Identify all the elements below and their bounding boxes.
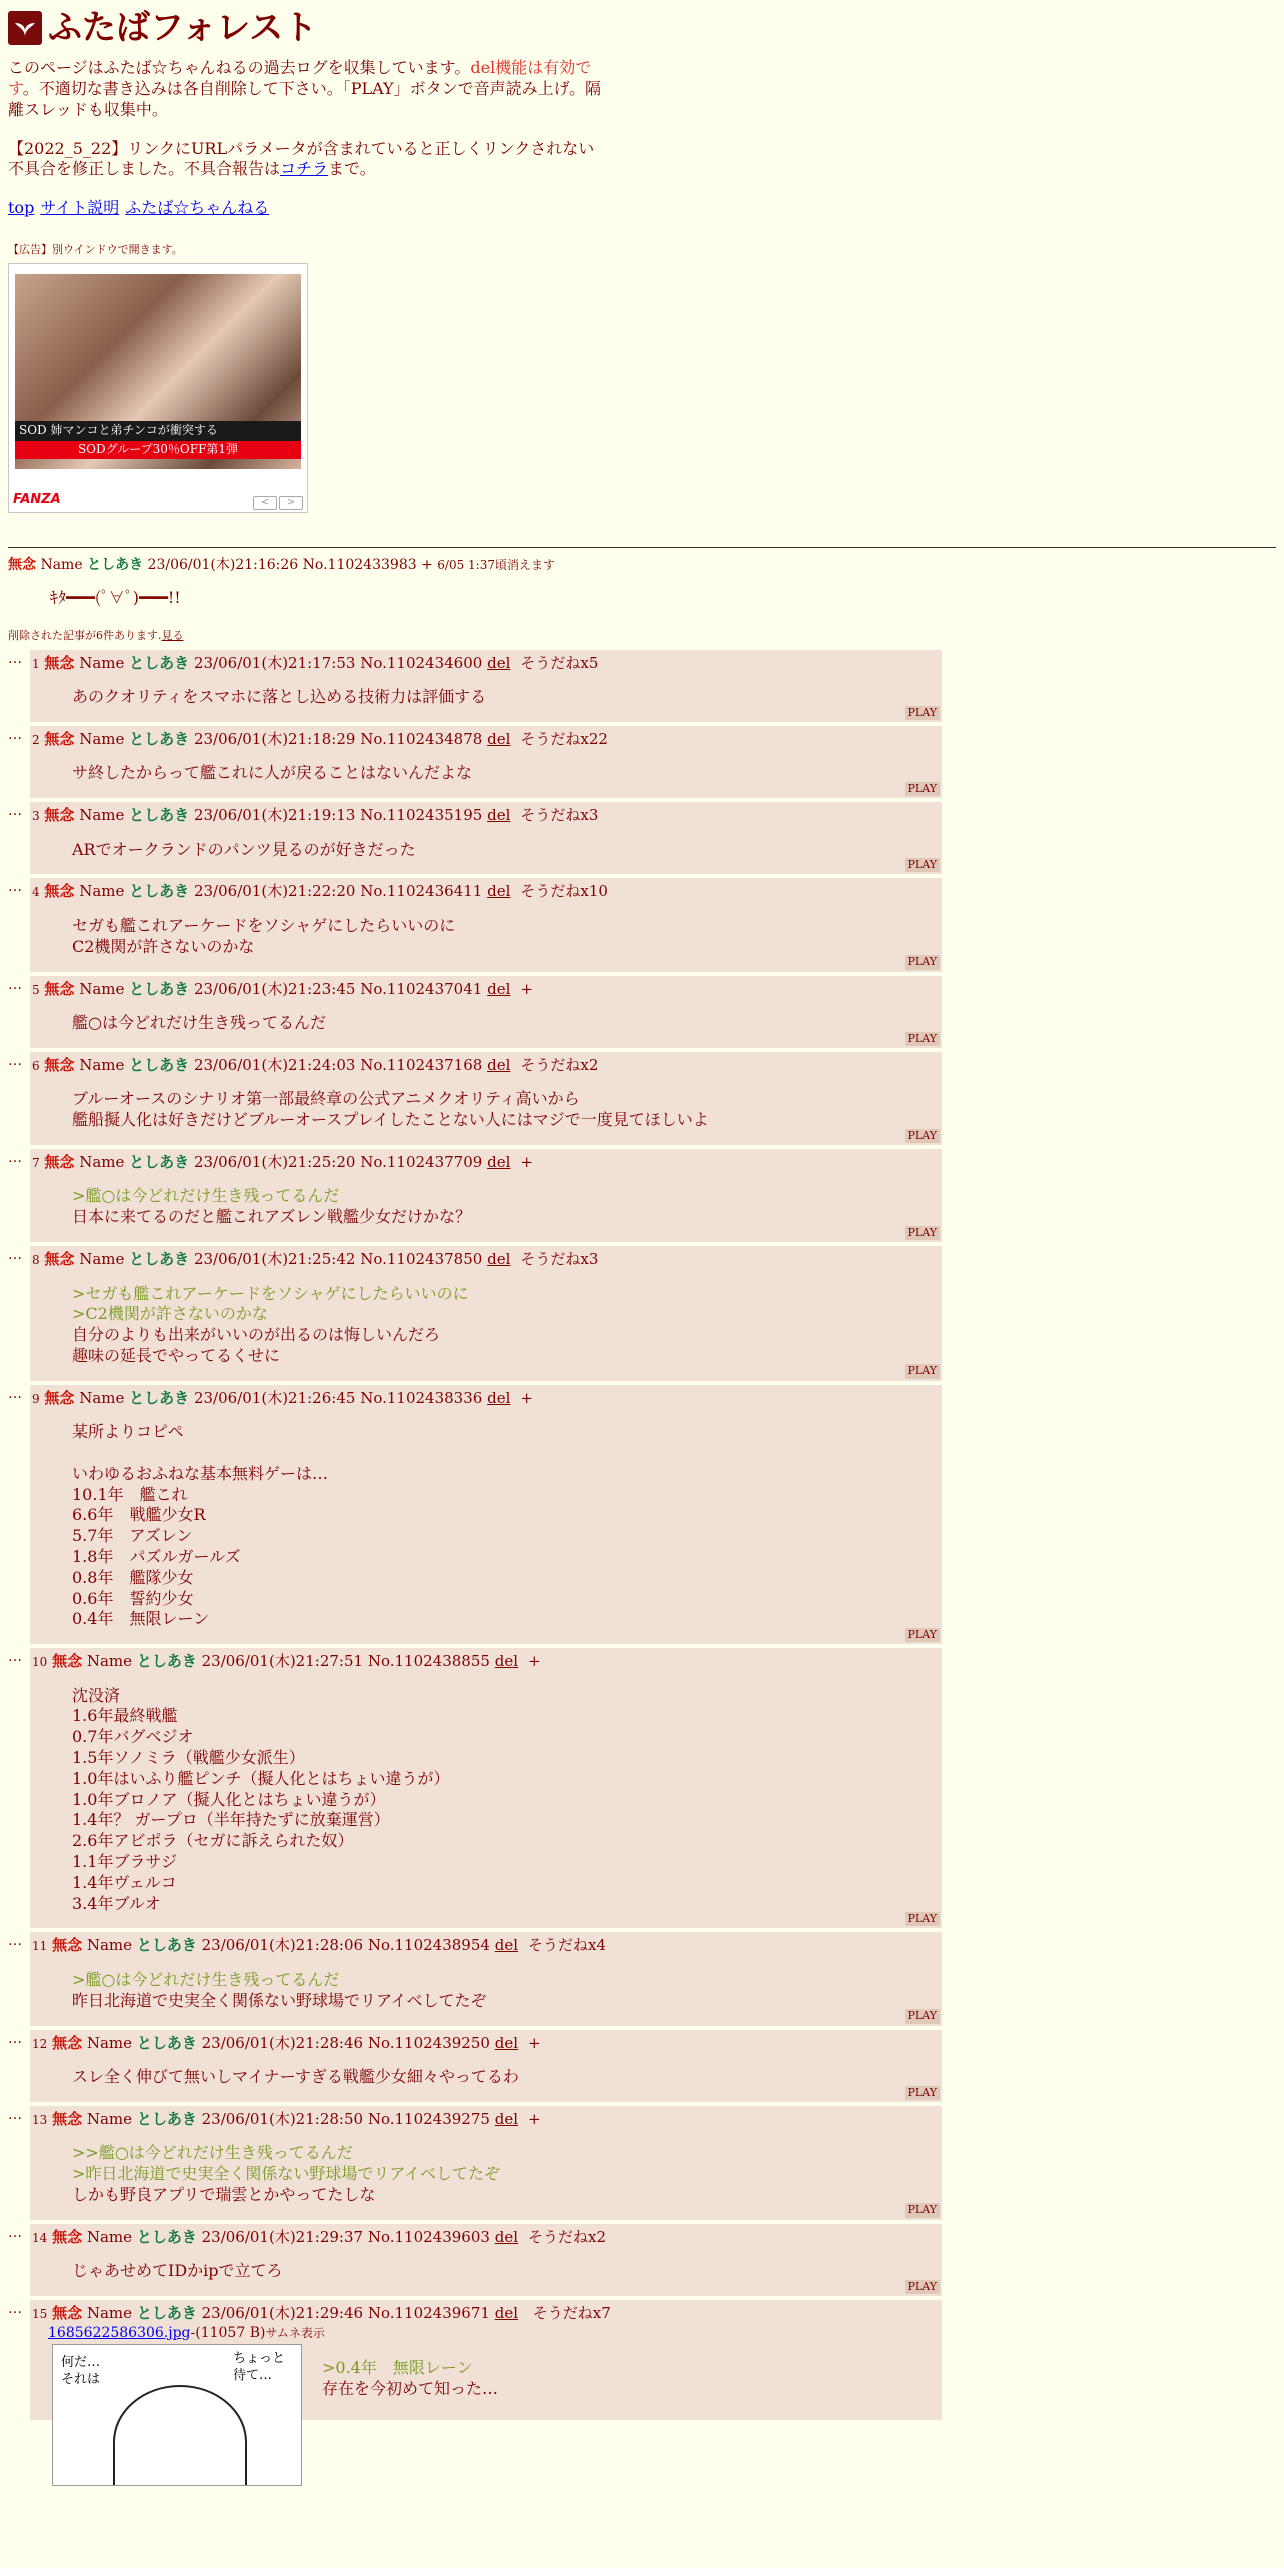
reply-name: としあき — [136, 2227, 197, 2246]
reply-subject: 無念 — [52, 2033, 83, 2052]
reply-datetime: 23/06/01(木)21:17:53 — [193, 653, 356, 672]
report-link[interactable]: コチラ — [280, 159, 329, 179]
reply-row — [8, 878, 1276, 971]
reply-row — [8, 1648, 1276, 1928]
thumbnail-image[interactable] — [52, 2344, 302, 2486]
reply-marker: … — [8, 650, 22, 667]
ad-note: 【広告】別ウインドウで開きます。 — [8, 242, 183, 256]
op-body: ｷﾀ━━━(ﾟ∀ﾟ)━━━!! — [50, 588, 181, 608]
reply-number: 4 — [32, 885, 40, 900]
reply-no: No.1102437168 — [360, 1055, 483, 1074]
del-link[interactable]: del — [494, 1652, 519, 1671]
reply-header: 4 無念 Name としあき 23/06/01(木)21:22:20 No.1102436411 del そうだねx10 — [32, 882, 608, 901]
reply-header: 5 無念 Name としあき 23/06/01(木)21:23:45 No.1102437041 del + — [32, 979, 533, 998]
reply-body: ブルーオースのシナリオ第一部最終章の公式アニメクオリティ高いから 艦船擬人化は好きだけどブルーオースプレイしたことない人にはマジで一度見てほしいよ — [72, 1089, 709, 1130]
op-post — [8, 556, 1276, 643]
reply-number: 2 — [32, 732, 40, 747]
nav-links — [8, 198, 1276, 219]
reply-subject: 無念 — [44, 979, 75, 998]
reply-row — [8, 2224, 1276, 2296]
reply-number: 13 — [32, 2112, 48, 2127]
reply-no: No.1102437850 — [360, 1250, 483, 1269]
reply-subject: 無念 — [44, 653, 75, 672]
reply-name: としあき — [129, 882, 190, 901]
reply-row — [8, 1385, 1276, 1644]
reply-quote: >0.4年 無限レーン — [322, 2357, 473, 2377]
reply-no: No.1102434600 — [360, 653, 483, 672]
reply-subject: 無念 — [44, 1152, 75, 1171]
reply-datetime: 23/06/01(木)21:24:03 — [193, 1055, 356, 1074]
play-button[interactable]: PLAY — [905, 1129, 940, 1143]
reply-name: としあき — [129, 806, 190, 825]
reply-subject: 無念 — [44, 1388, 75, 1407]
reply-subject: 無念 — [52, 2304, 83, 2323]
play-button[interactable]: PLAY — [905, 2203, 940, 2217]
reply-name: としあき — [136, 1652, 197, 1671]
reply — [30, 878, 942, 971]
reply — [30, 1149, 942, 1242]
reply-header: 10 無念 Name としあき 23/06/01(木)21:27:51 No.1102438855 del + — [32, 1652, 541, 1671]
reply-quote: >艦○は今どれだけ生き残ってるんだ — [72, 1186, 340, 1206]
reply-marker: … — [8, 2301, 22, 2318]
play-button[interactable]: PLAY — [905, 1226, 940, 1240]
file-info: 1685622586306.jpg-(11057 B)サムネ表示 — [48, 2324, 325, 2341]
reply-datetime: 23/06/01(木)21:19:13 — [193, 806, 356, 825]
reply-header: 2 無念 Name としあき 23/06/01(木)21:18:29 No.1102434878 del そうだねx22 — [32, 729, 608, 748]
reply-content — [72, 1686, 940, 1915]
sodane-button[interactable]: そうだねx3 — [520, 1250, 599, 1269]
reply — [30, 2106, 942, 2220]
play-button[interactable]: PLAY — [905, 858, 940, 872]
op-header: 無念 Name としあき 23/06/01(木)21:16:26 No.1102433983 + 6/05 1:37頃消えます — [8, 557, 555, 574]
reply-marker: … — [8, 1247, 22, 1264]
reply-no: No.1102437041 — [360, 979, 483, 998]
reply-no: No.1102438954 — [367, 1936, 490, 1955]
del-link[interactable]: del — [487, 1152, 511, 1171]
reply-content — [72, 1422, 940, 1630]
play-button[interactable]: PLAY — [905, 1032, 940, 1046]
reply-no: No.1102439275 — [367, 2109, 490, 2128]
play-button[interactable]: PLAY — [905, 955, 940, 969]
reply-number: 8 — [32, 1253, 40, 1268]
reply-name: としあき — [136, 2109, 197, 2128]
reply-content — [72, 840, 940, 861]
op-datetime: 23/06/01(木)21:16:26 — [147, 557, 299, 574]
reply-number: 10 — [32, 1655, 48, 1670]
reply-quote: >艦○は今どれだけ生き残ってるんだ — [72, 1969, 340, 1989]
futaba-leaf-icon — [8, 11, 42, 45]
reply-subject: 無念 — [52, 2227, 83, 2246]
reply-marker: … — [8, 1649, 22, 1666]
ad-banner[interactable] — [8, 263, 308, 513]
ad-band: SOD 姉マンコと弟チンコが衝突する — [15, 421, 301, 441]
play-button[interactable]: PLAY — [905, 706, 940, 720]
sodane-button[interactable]: + — [528, 2033, 541, 2052]
reply-datetime: 23/06/01(木)21:18:29 — [193, 729, 356, 748]
reply — [30, 976, 942, 1048]
deleted-notice: 削除された記事が6件あります.見る — [8, 629, 184, 643]
reply-body: しかも野良アプリで瑞雲とかやってたしな — [72, 2184, 376, 2204]
reply-content — [72, 1013, 940, 1034]
reply — [30, 1052, 942, 1145]
play-button[interactable]: PLAY — [905, 782, 940, 796]
ad-prev-icon[interactable]: < — [253, 496, 277, 510]
reply-content — [72, 2143, 940, 2205]
reply-datetime: 23/06/01(木)21:28:06 — [201, 1936, 364, 1955]
sodane-button[interactable]: そうだねx5 — [520, 653, 599, 672]
reply-number: 7 — [32, 1155, 40, 1170]
reply-number: 1 — [32, 656, 40, 671]
reply-subject: 無念 — [52, 2109, 83, 2128]
del-link[interactable]: del — [487, 979, 511, 998]
reply-header: 7 無念 Name としあき 23/06/01(木)21:25:20 No.1102437709 del + — [32, 1152, 533, 1171]
reply-body: 存在を今初めて知った… — [322, 2378, 499, 2398]
reply-number: 12 — [32, 2036, 48, 2051]
reply-list — [8, 650, 1276, 2296]
reply-header: 11 無念 Name としあき 23/06/01(木)21:28:06 No.1102438954 del そうだねx4 — [32, 1936, 607, 1955]
reply-row — [8, 2300, 1276, 2420]
reply — [30, 650, 942, 722]
reply-content — [72, 1186, 940, 1228]
reply-marker: … — [8, 2030, 22, 2047]
reply-body: スレ全く伸びて無いしマイナーすぎる戦艦少女細々やってるわ — [72, 2067, 519, 2087]
reply-number: 5 — [32, 982, 40, 997]
reply-name: としあき — [129, 1388, 190, 1407]
reply — [30, 1932, 942, 2025]
reply-header: 6 無念 Name としあき 23/06/01(木)21:24:03 No.1102437168 del そうだねx2 — [32, 1055, 599, 1074]
reply-name: としあき — [129, 729, 190, 748]
reply-body: ARでオークランドのパンツ見るのが好きだった — [72, 839, 416, 859]
del-notice: del機能は有効です — [8, 58, 592, 98]
reply-datetime: 23/06/01(木)21:23:45 — [193, 979, 356, 998]
play-button[interactable]: PLAY — [905, 1912, 940, 1926]
del-link[interactable]: del — [494, 2109, 519, 2128]
sodane-button[interactable]: + — [520, 1388, 533, 1407]
reply-datetime: 23/06/01(木)21:29:37 — [201, 2227, 364, 2246]
reply-quote: >>艦○は今どれだけ生き残ってるんだ >昨日北海道で史実全く関係ない野球場でリアイベしてたぞ — [72, 2143, 500, 2184]
reply-number: 15 — [32, 2307, 48, 2322]
del-link[interactable]: del — [487, 806, 511, 825]
reply-header: 1 無念 Name としあき 23/06/01(木)21:17:53 No.1102434600 del そうだねx5 — [32, 653, 599, 672]
sodane-button[interactable]: そうだねx3 — [520, 806, 599, 825]
reply-datetime: 23/06/01(木)21:22:20 — [193, 882, 356, 901]
divider — [8, 547, 1276, 548]
ad-sale: SODグループ30％OFF第1弾 — [15, 441, 301, 459]
reply-content — [72, 763, 940, 784]
reply-datetime: 23/06/01(木)21:28:46 — [201, 2033, 364, 2052]
del-link[interactable]: del — [487, 882, 511, 901]
reply-no: No.1102436411 — [360, 882, 483, 901]
reply-datetime: 23/06/01(木)21:25:42 — [193, 1250, 356, 1269]
reply-content — [72, 2067, 940, 2088]
play-button[interactable]: PLAY — [905, 2009, 940, 2023]
reply-header: 13 無念 Name としあき 23/06/01(木)21:28:50 No.1102439275 del + — [32, 2109, 541, 2128]
reply-datetime: 23/06/01(木)21:26:45 — [193, 1388, 356, 1407]
reply-name: としあき — [129, 653, 190, 672]
nav-top[interactable]: top — [8, 198, 35, 218]
reply-subject: 無念 — [44, 1250, 75, 1269]
reply-datetime: 23/06/01(木)21:27:51 — [201, 1652, 364, 1671]
reply-no: No.1102438336 — [360, 1388, 483, 1407]
site-header — [8, 6, 1276, 50]
reply-content — [72, 916, 940, 958]
image-text-right: ちょっと 待て… — [232, 2350, 285, 2383]
reply-body: あのクオリティをスマホに落とし込める技術力は評価する — [72, 687, 487, 707]
del-link[interactable]: del — [494, 1936, 519, 1955]
op-expire: 6/05 1:37頃消えます — [437, 558, 555, 573]
reply-marker: … — [8, 1052, 22, 1069]
del-link[interactable]: del — [494, 2033, 519, 2052]
nav-futaba[interactable]: ふたば☆ちゃんねる — [125, 198, 270, 218]
reply-content — [72, 1089, 940, 1131]
reply-name: としあき — [136, 1936, 197, 1955]
reply-subject: 無念 — [52, 1936, 83, 1955]
reply-row — [8, 2106, 1276, 2220]
reply-name: としあき — [129, 1250, 190, 1269]
reply-subject: 無念 — [44, 806, 75, 825]
sodane-button[interactable]: そうだねx2 — [528, 2227, 607, 2246]
reply-row — [8, 802, 1276, 874]
reply-header: 15 無念 Name としあき 23/06/01(木)21:29:46 No.1102439671 del そうだねx7 — [32, 2304, 611, 2323]
op-number: No.1102433983 — [302, 557, 417, 574]
reply-body: じゃあせめてIDかipで立てろ — [72, 2261, 283, 2281]
reply-body: 某所よりコピペ いわゆるおふねな基本無料ゲーは… 10.1年 艦これ 6.6年 戦艦少女R 5.7年 アズレン 1.8年 パズルガールズ 0.8年 艦隊少女 0.6年 誓約少女 0.4年 無限レーン — [72, 1422, 329, 1629]
reply-no: No.1102439603 — [367, 2227, 490, 2246]
reply-body: 沈没済 1.6年最終戦艦 0.7年バグベジオ 1.5年ソノミラ（戦艦少女派生） 1.0年はいふり艦ピンチ（擬人化とはちょい違うが） 1.0年ブロノア（擬人化とはちょい違うが） 1.4年？ ガープロ（半年持たずに放棄運営） 2.6年アビポラ（セガに訴えられた奴） 1.1年ブラサジ 1.4年ヴェルコ 3.4年ブルオ — [72, 1685, 450, 1913]
reply-datetime: 23/06/01(木)21:25:20 — [193, 1152, 356, 1171]
reply-header: 9 無念 Name としあき 23/06/01(木)21:26:45 No.1102438336 del + — [32, 1388, 533, 1407]
reply-body: セガも艦これアーケードをソシャゲにしたらいいのに C2機関が許さないのかな — [72, 915, 456, 956]
play-button[interactable]: PLAY — [905, 1364, 940, 1378]
del-link[interactable]: del — [494, 2304, 519, 2323]
reply-no: No.1102438855 — [367, 1652, 490, 1671]
reply-header: 3 無念 Name としあき 23/06/01(木)21:19:13 No.1102435195 del そうだねx3 — [32, 806, 599, 825]
reply-subject: 無念 — [44, 1055, 75, 1074]
reply-no: No.1102435195 — [360, 806, 483, 825]
reply-name: としあき — [136, 2304, 197, 2323]
reply — [30, 726, 942, 798]
nav-about[interactable]: サイト説明 — [40, 198, 120, 218]
sodane-button[interactable]: + — [528, 2109, 541, 2128]
fanza-logo: FANZA — [13, 491, 61, 507]
reply-subject: 無念 — [52, 1652, 83, 1671]
sodane-button[interactable]: そうだねx2 — [520, 1055, 599, 1074]
reply-number: 9 — [32, 1391, 40, 1406]
play-button[interactable]: PLAY — [905, 2086, 940, 2100]
reply-marker: … — [8, 976, 22, 993]
sodane-button[interactable]: + — [520, 1152, 533, 1171]
reply-marker: … — [8, 1933, 22, 1950]
reply-row — [8, 2030, 1276, 2102]
reply-marker: … — [8, 2106, 22, 2123]
reply-header: 12 無念 Name としあき 23/06/01(木)21:28:46 No.1102439250 del + — [32, 2033, 541, 2052]
reply-no: No.1102439671 — [367, 2304, 490, 2323]
reply-content — [72, 687, 940, 708]
reply-number: 14 — [32, 2230, 48, 2245]
reply-quote: >セガも艦これアーケードをソシャゲにしたらいいのに >C2機関が許さないのかな — [72, 1283, 469, 1324]
sodane-button[interactable]: + — [520, 979, 533, 998]
del-link[interactable]: del — [487, 1250, 511, 1269]
show-deleted-link[interactable]: 見る — [161, 629, 184, 643]
sodane-button[interactable]: そうだねx7 — [532, 2304, 611, 2323]
image-text-left: 何だ… それは — [61, 2354, 101, 2387]
reply — [30, 802, 942, 874]
reply-no: No.1102439250 — [367, 2033, 490, 2052]
reply-name: としあき — [129, 979, 190, 998]
op-plus[interactable]: + — [421, 557, 433, 574]
reply-content — [72, 1970, 940, 2012]
reply — [30, 2300, 942, 2420]
sodane-button[interactable]: そうだねx4 — [528, 1936, 607, 1955]
reply-subject: 無念 — [44, 729, 75, 748]
reply-number: 11 — [32, 1939, 48, 1954]
reply-no: No.1102434878 — [360, 729, 483, 748]
reply-marker: … — [8, 1385, 22, 1402]
reply — [30, 1648, 942, 1928]
del-link[interactable]: del — [487, 1388, 511, 1407]
reply-number: 6 — [32, 1058, 40, 1073]
reply-name: としあき — [129, 1152, 190, 1171]
reply-row — [8, 650, 1276, 722]
del-link[interactable]: del — [487, 653, 511, 672]
reply-body: 日本に来てるのだと艦これアズレン戦艦少女だけかな？ — [72, 1207, 471, 1227]
reply-header: 14 無念 Name としあき 23/06/01(木)21:29:37 No.1102439603 del そうだねx2 — [32, 2227, 607, 2246]
sodane-button[interactable]: そうだねx22 — [520, 729, 608, 748]
reply-body: サ終したからって艦これに人が戻ることはないんだよな — [72, 763, 473, 783]
op-subject: 無念 — [8, 557, 36, 574]
reply-body: 昨日北海道で史実全く関係ない野球場でリアイベしてたぞ — [72, 1990, 487, 2010]
reply-marker: … — [8, 879, 22, 896]
reply-body: 自分のよりも出来がいいのが出るのは悔しいんだろ 趣味の延長でやってるくせに — [72, 1325, 441, 1365]
reply-datetime: 23/06/01(木)21:29:46 — [201, 2304, 364, 2323]
site-title: ふたばフォレスト — [48, 8, 318, 48]
reply-row — [8, 1149, 1276, 1242]
sodane-button[interactable]: + — [528, 1652, 541, 1671]
sodane-button[interactable]: そうだねx10 — [520, 882, 608, 901]
reply-content — [72, 1284, 940, 1367]
reply-row — [8, 1932, 1276, 2025]
reply-marker: … — [8, 803, 22, 820]
file-link[interactable]: 1685622586306.jpg — [48, 2324, 191, 2341]
op-name: としあき — [87, 557, 144, 574]
reply-marker: … — [8, 726, 22, 743]
del-link[interactable]: del — [487, 729, 511, 748]
reply-number: 3 — [32, 809, 40, 824]
reply-name: としあき — [129, 1055, 190, 1074]
reply-body: 艦○は今どれだけ生き残ってるんだ — [72, 1013, 326, 1033]
reply — [30, 1385, 942, 1644]
reply-no: No.1102437709 — [360, 1152, 483, 1171]
reply-subject: 無念 — [44, 882, 75, 901]
reply — [30, 1246, 942, 1381]
del-link[interactable]: del — [487, 1055, 511, 1074]
reply-row — [8, 1052, 1276, 1145]
reply — [30, 2224, 942, 2296]
reply-row — [8, 976, 1276, 1048]
reply-row — [8, 1246, 1276, 1381]
ad-image[interactable] — [15, 274, 301, 469]
reply-datetime: 23/06/01(木)21:28:50 — [201, 2109, 364, 2128]
reply-marker: … — [8, 1149, 22, 1166]
reply-name: としあき — [136, 2033, 197, 2052]
site-notice: 【2022_5_22】リンクにURLパラメータが含まれていると正しくリンクされない不具合を修正しました。不具合報告はコチラまで。 — [8, 138, 595, 179]
del-link[interactable]: del — [494, 2227, 519, 2246]
ad-next-icon[interactable]: > — [279, 496, 303, 510]
play-button[interactable]: PLAY — [905, 1628, 940, 1642]
reply-content — [72, 2261, 940, 2282]
thumb-toggle[interactable]: サムネ表示 — [265, 2325, 325, 2340]
site-intro: このページはふたば☆ちゃんねるの過去ログを収集しています。del機能は有効です。不適切な書き込みは各自削除して下さい。「PLAY」ボタンで音声読み上げ。隔離スレッドも収集中。 — [8, 58, 601, 119]
reply — [30, 2030, 942, 2102]
reply-row — [8, 726, 1276, 798]
play-button[interactable]: PLAY — [905, 2280, 940, 2294]
reply-header: 8 無念 Name としあき 23/06/01(木)21:25:42 No.1102437850 del そうだねx3 — [32, 1250, 599, 1269]
reply-marker: … — [8, 2224, 22, 2241]
